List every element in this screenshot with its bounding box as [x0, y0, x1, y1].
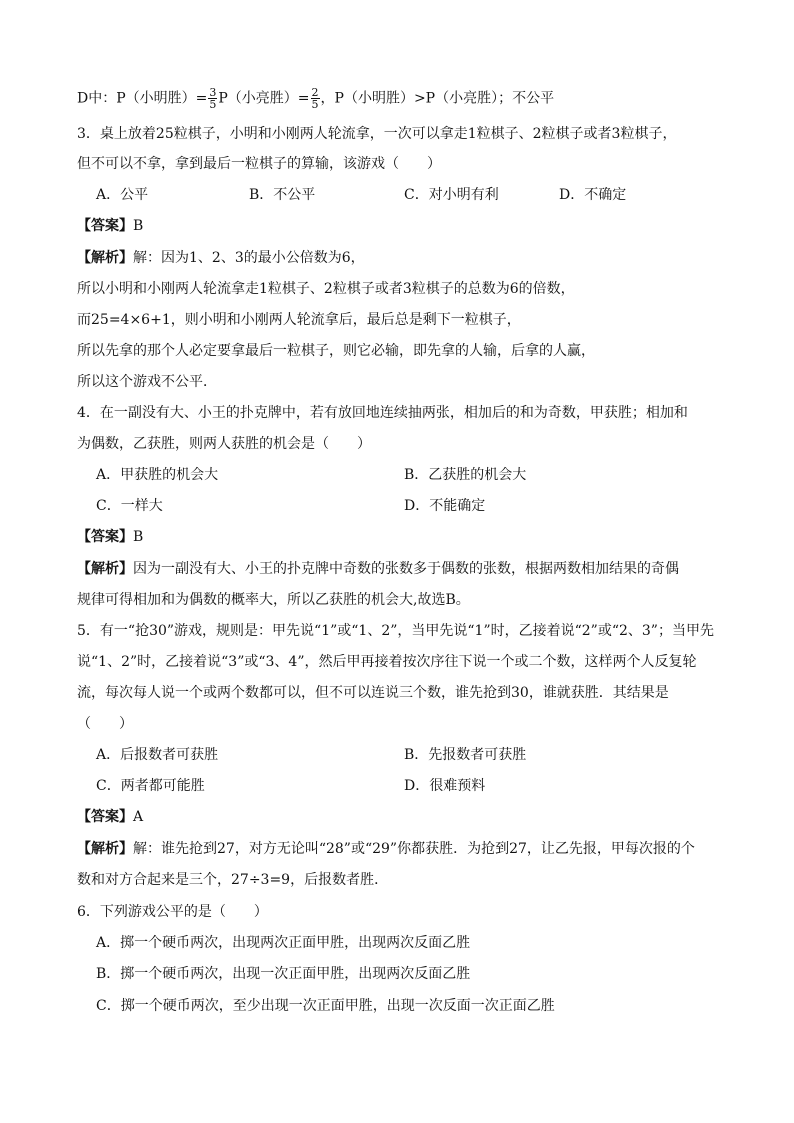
analysis-tag: 【解析】: [77, 250, 133, 266]
d-line-part-b: P（小亮胜）=: [218, 90, 310, 107]
q4-answer: [77, 528, 143, 546]
q4-option-d: D．不能确定: [404, 498, 486, 514]
d-line-part-c: ，P（小明胜）>P（小亮胜）；不公平: [320, 90, 555, 107]
q5-stem-line2: 说“1、2”时，乙接着说“3”或“3、4”，然后甲再接着按次序往下说一个或二个数，这样两个人反复轮: [77, 654, 697, 670]
answer-value: B: [133, 218, 144, 234]
q3-option-c: C．对小明有利: [404, 187, 499, 203]
d-line-part-a: D中：P（小明胜）=: [77, 90, 208, 107]
q4-option-a: A．甲获胜的机会大: [96, 467, 219, 483]
q5-option-d: D．很难预料: [404, 778, 486, 794]
answer-tag: 【答案】: [77, 529, 133, 545]
q5-option-b: B．先报数者可获胜: [404, 747, 527, 763]
q4-analysis-line1: 【解析】因为一副没有大、小王的扑克牌中奇数的张数多于偶数的张数，根据两数相加结果的奇偶: [77, 561, 679, 577]
q5-stem-line3: 流，每次每人说一个或两个数都可以，但不可以连说三个数，谁先抢到30，谁就获胜．其结果是: [77, 685, 669, 701]
analysis-tag: 【解析】: [77, 841, 133, 857]
q3-analysis-line4: 所以先拿的那个人必定要拿最后一粒棋子，则它必输，即先拿的人输，后拿的人赢，: [77, 343, 595, 359]
q3-option-a: A．公平: [96, 187, 149, 203]
q3-analysis-line5: 所以这个游戏不公平．: [77, 374, 217, 390]
q5-stem-line4: （ ）: [77, 716, 133, 732]
q5-option-a: A．后报数者可获胜: [96, 747, 219, 763]
fraction-3-5: $\frac{3}{5}$: [209, 86, 217, 111]
q3-analysis-line1: 【解析】解：因为1、2、3的最小公倍数为6，: [77, 250, 365, 266]
analysis-tag: 【解析】: [77, 561, 133, 577]
q6-option-c: C．掷一个硬币两次，至少出现一次正面甲胜，出现一次反面一次正面乙胜: [96, 998, 555, 1014]
answer-value: A: [133, 809, 144, 825]
q3-stem-line2: 但不可以不拿，拿到最后一粒棋子的算输，该游戏（ ）: [77, 156, 441, 172]
q5-option-c: C．两者都可能胜: [96, 778, 205, 794]
q3-option-b: B．不公平: [249, 187, 316, 203]
fraction-2-5: $\frac{2}{5}$: [311, 86, 319, 111]
q6-option-b: B．掷一个硬币两次，出现一次正面甲胜，出现两次反面乙胜: [96, 966, 471, 982]
answer-tag: 【答案】: [77, 218, 133, 234]
d-option-conclusion: [77, 87, 554, 110]
q4-option-c: C．一样大: [96, 498, 163, 514]
answer-value: B: [133, 529, 144, 545]
q3-answer: [77, 217, 143, 235]
q6-stem: 6．下列游戏公平的是（ ）: [77, 904, 268, 920]
q4-stem-line2: 为偶数，乙获胜，则两人获胜的机会是（ ）: [77, 436, 371, 452]
q5-answer: [77, 808, 143, 826]
q3-option-d: D．不确定: [559, 187, 627, 203]
q4-stem-line1: 4．在一副没有大、小王的扑克牌中，若有放回地连续抽两张，相加后的和为奇数，甲获胜；相加和: [77, 405, 688, 421]
q4-option-b: B．乙获胜的机会大: [404, 467, 527, 483]
q5-analysis-line2: 数和对方合起来是三个，27÷3=9，后报数者胜．: [77, 872, 389, 888]
answer-tag: 【答案】: [77, 809, 133, 825]
q6-option-a: A．掷一个硬币两次，出现两次正面甲胜，出现两次反面乙胜: [96, 935, 471, 951]
q3-analysis-line2: 所以小明和小刚两人轮流拿走1粒棋子、2粒棋子或者3粒棋子的总数为6的倍数，: [77, 281, 575, 297]
q5-stem-line1: 5．有一“抢30”游戏，规则是：甲先说“1”或“1、2”，当甲先说“1”时，乙接着说“2”或“2、3”；当甲先: [77, 623, 714, 639]
q4-analysis-line2: 规律可得相加和为偶数的概率大，所以乙获胜的机会大,故选B。: [77, 592, 470, 608]
q3-stem-line1: 3．桌上放着25粒棋子，小明和小刚两人轮流拿，一次可以拿走1粒棋子、2粒棋子或者3粒棋子，: [77, 126, 677, 142]
q5-analysis-line1: 【解析】解：谁先抢到27，对方无论叫“28”或“29”你都获胜．为抢到27，让乙先报，甲每次报的个: [77, 841, 695, 857]
q3-analysis-line3: 而25=4×6+1，则小明和小刚两人轮流拿后，最后总是剩下一粒棋子，: [77, 312, 521, 328]
